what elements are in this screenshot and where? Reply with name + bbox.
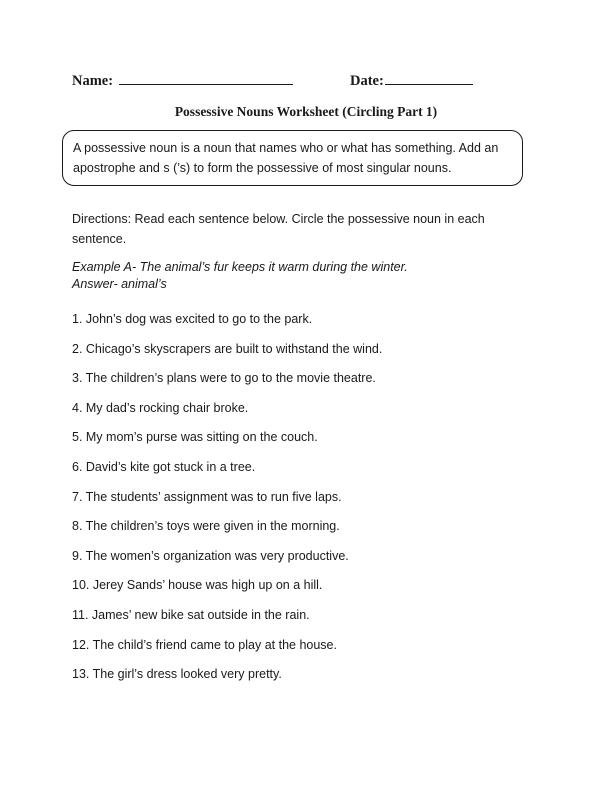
- question-item[interactable]: 4. My dad’s rocking chair broke.: [72, 400, 249, 415]
- question-item[interactable]: 7. The students’ assignment was to run five laps.: [72, 489, 342, 504]
- question-item[interactable]: 6. David’s kite got stuck in a tree.: [72, 459, 256, 474]
- directions-line-1: Directions: Read each sentence below. Circle the possessive noun in each: [72, 212, 485, 226]
- example-block: [72, 259, 512, 293]
- question-list: [72, 309, 542, 694]
- question-item[interactable]: 1. John’s dog was excited to go to the park.: [72, 312, 313, 326]
- question-item[interactable]: 5. My mom’s purse was sitting on the couch.: [72, 430, 318, 445]
- name-label: Name:: [72, 73, 114, 89]
- date-label: Date:: [350, 73, 384, 89]
- date-blank-line[interactable]: [385, 72, 473, 85]
- question-item[interactable]: 2. Chicago’s skyscrapers are built to withstand the wind.: [72, 341, 383, 356]
- question-item[interactable]: 12. The child’s friend came to play at the house.: [72, 637, 337, 652]
- example-sentence: Example A- The animal’s fur keeps it warm during the winter.: [72, 260, 408, 274]
- directions-line-2: sentence.: [72, 232, 127, 246]
- question-item[interactable]: 10. Jerey Sands’ house was high up on a hill.: [72, 578, 323, 593]
- question-item[interactable]: 13. The girl’s dress looked very pretty.: [72, 667, 282, 682]
- question-item[interactable]: 8. The children’s toys were given in the morning.: [72, 519, 340, 534]
- question-item[interactable]: 9. The women’s organization was very productive.: [72, 548, 349, 563]
- definition-line-2: apostrophe and s (’s) to form the possessive of most singular nouns.: [73, 161, 452, 175]
- definition-line-1: A possessive noun is a noun that names who or what has something. Add an: [73, 141, 499, 155]
- name-field[interactable]: [72, 72, 293, 90]
- worksheet-title: Possessive Nouns Worksheet (Circling Part 1): [174, 104, 438, 119]
- directions: [72, 209, 512, 249]
- definition-box: [62, 130, 523, 186]
- name-blank-line[interactable]: [119, 72, 293, 85]
- question-item[interactable]: 11. James’ new bike sat outside in the rain.: [72, 607, 310, 622]
- example-answer: Answer- animal’s: [72, 277, 167, 291]
- header-row: [72, 72, 542, 92]
- question-item[interactable]: 3. The children’s plans were to go to the movie theatre.: [72, 371, 376, 386]
- date-field[interactable]: [350, 72, 473, 90]
